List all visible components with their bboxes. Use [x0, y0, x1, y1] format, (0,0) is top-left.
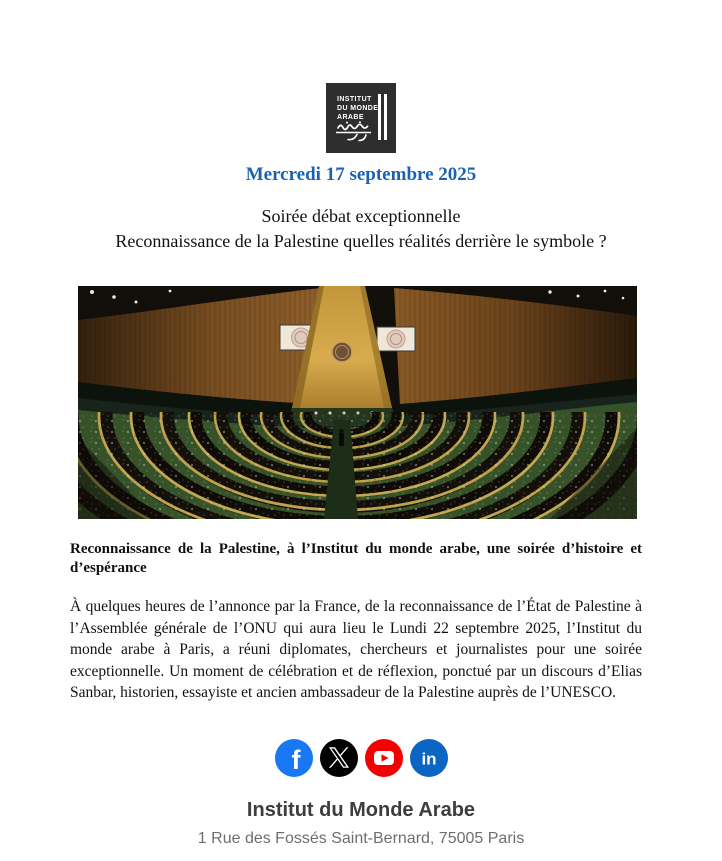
youtube-icon[interactable] [365, 739, 403, 777]
logo-line: ARABE [337, 114, 364, 121]
footer-institution-name: Institut du Monde Arabe [246, 799, 476, 821]
article-body: À quelques heures de l’annonce par la France, de la reconnaissance de l’État de Palestine à l’Assemblée générale de l’ONU qui aura lieu le Lundi 22 septembre 2025, l’Institut du monde arabe à Paris, a réuni diplomates, chercheurs et journalistes pour une soirée exceptionnelle. Un moment de célébration et de réflexion, ponctué par un discours d’Elias Sanbar, historien, essayiste et ancien ambassadeur de la Palestine auprès de l’UNESCO. [70, 598, 642, 701]
svg-text:f: f [291, 745, 300, 775]
event-title-line2: Reconnaissance de la Palestine quelles réalités derrière le symbole ? [115, 231, 607, 251]
ima-logo [326, 83, 396, 153]
article-heading: Reconnaissance de la Palestine, à l’Institut du monde arabe, une soirée d’histoire et d’espérance [70, 541, 642, 576]
logo-line: INSTITUT [337, 96, 372, 103]
facebook-icon[interactable] [275, 739, 313, 777]
un-general-assembly-photo [78, 286, 637, 519]
event-date: Mercredi 17 septembre 2025 [245, 164, 477, 185]
logo-line: DU MONDE [337, 105, 379, 112]
social-bar [0, 739, 722, 777]
linkedin-icon[interactable] [410, 739, 448, 777]
svg-text:in: in [420, 749, 437, 769]
logo-minaret-bars-icon [378, 94, 387, 140]
footer-address: 1 Rue des Fossés Saint-Bernard, 75005 Paris [197, 830, 525, 847]
logo-arabic-calligraphy-icon [335, 120, 375, 147]
event-title-line1: Soirée débat exceptionnelle [261, 206, 461, 226]
ima-logo-wordmark [337, 95, 378, 122]
x-icon[interactable] [320, 739, 358, 777]
